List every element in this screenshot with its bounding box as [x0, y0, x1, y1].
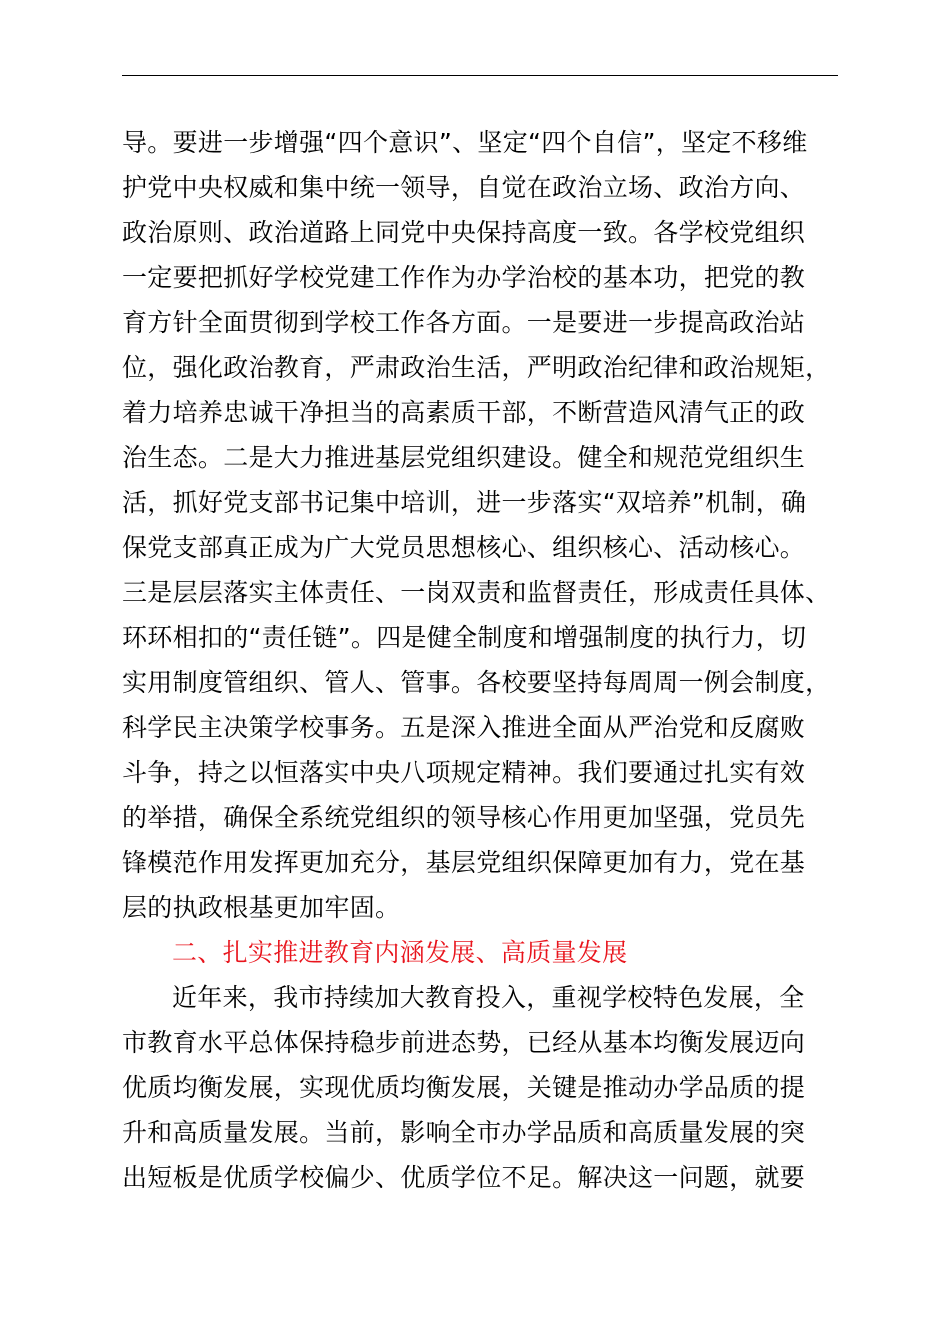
- paragraph-line: 活，抓好党支部书记集中培训，进一步落实“双培养”机制，确: [122, 488, 807, 517]
- paragraph-line: 位，强化政治教育，严肃政治生活，严明政治纪律和政治规矩，: [122, 353, 831, 382]
- paragraph-line: 政治原则、政治道路上同党中央保持高度一致。各学校党组织: [122, 218, 806, 247]
- paragraph-line: 育方针全面贯彻到学校工作各方面。一是要进一步提高政治站: [122, 308, 806, 337]
- paragraph-line: 市教育水平总体保持稳步前进态势，已经从基本均衡发展迈向: [122, 1028, 806, 1057]
- paragraph-line: 锋模范作用发挥更加充分，基层党组织保障更加有力，党在基: [122, 848, 806, 877]
- section-heading: 二、扎实推进教育内涵发展、高质量发展: [172, 938, 628, 967]
- paragraph-line: 护党中央权威和集中统一领导，自觉在政治立场、政治方向、: [122, 173, 806, 202]
- paragraph-line: 出短板是优质学校偏少、优质学位不足。解决这一问题，就要: [122, 1163, 806, 1192]
- paragraph-line: 治生态。二是大力推进基层党组织建设。健全和规范党组织生: [122, 443, 806, 472]
- paragraph-line: 的举措，确保全系统党组织的领导核心作用更加坚强，党员先: [122, 803, 806, 832]
- document-body: [122, 120, 862, 1200]
- paragraph-line: 一定要把抓好学校党建工作作为办学治校的基本功，把党的教: [122, 263, 806, 292]
- paragraph-line: 保党支部真正成为广大党员思想核心、组织核心、活动核心。: [122, 533, 806, 562]
- paragraph-line: 优质均衡发展，实现优质均衡发展，关键是推动办学品质的提: [122, 1073, 806, 1102]
- paragraph-line: 实用制度管组织、管人、管事。各校要坚持每周周一例会制度，: [122, 668, 831, 697]
- header-rule: [122, 75, 838, 76]
- paragraph-line: 层的执政根基更加牢固。: [122, 893, 401, 922]
- paragraph-line: 斗争，持之以恒落实中央八项规定精神。我们要通过扎实有效: [122, 758, 806, 787]
- paragraph-line: 近年来，我市持续加大教育投入，重视学校特色发展，全: [172, 983, 805, 1012]
- paragraph-line: 升和高质量发展。当前，影响全市办学品质和高质量发展的突: [122, 1118, 806, 1147]
- paragraph-line: 着力培养忠诚干净担当的高素质干部，不断营造风清气正的政: [122, 398, 806, 427]
- paragraph-line: 导。要进一步增强“四个意识”、坚定“四个自信”，坚定不移维: [122, 128, 808, 157]
- paragraph-line: 三是层层落实主体责任、一岗双责和监督责任，形成责任具体、: [122, 578, 831, 607]
- paragraph-line: 环环相扣的“责任链”。四是健全制度和增强制度的执行力，切: [122, 623, 807, 652]
- paragraph-line: 科学民主决策学校事务。五是深入推进全面从严治党和反腐败: [122, 713, 806, 742]
